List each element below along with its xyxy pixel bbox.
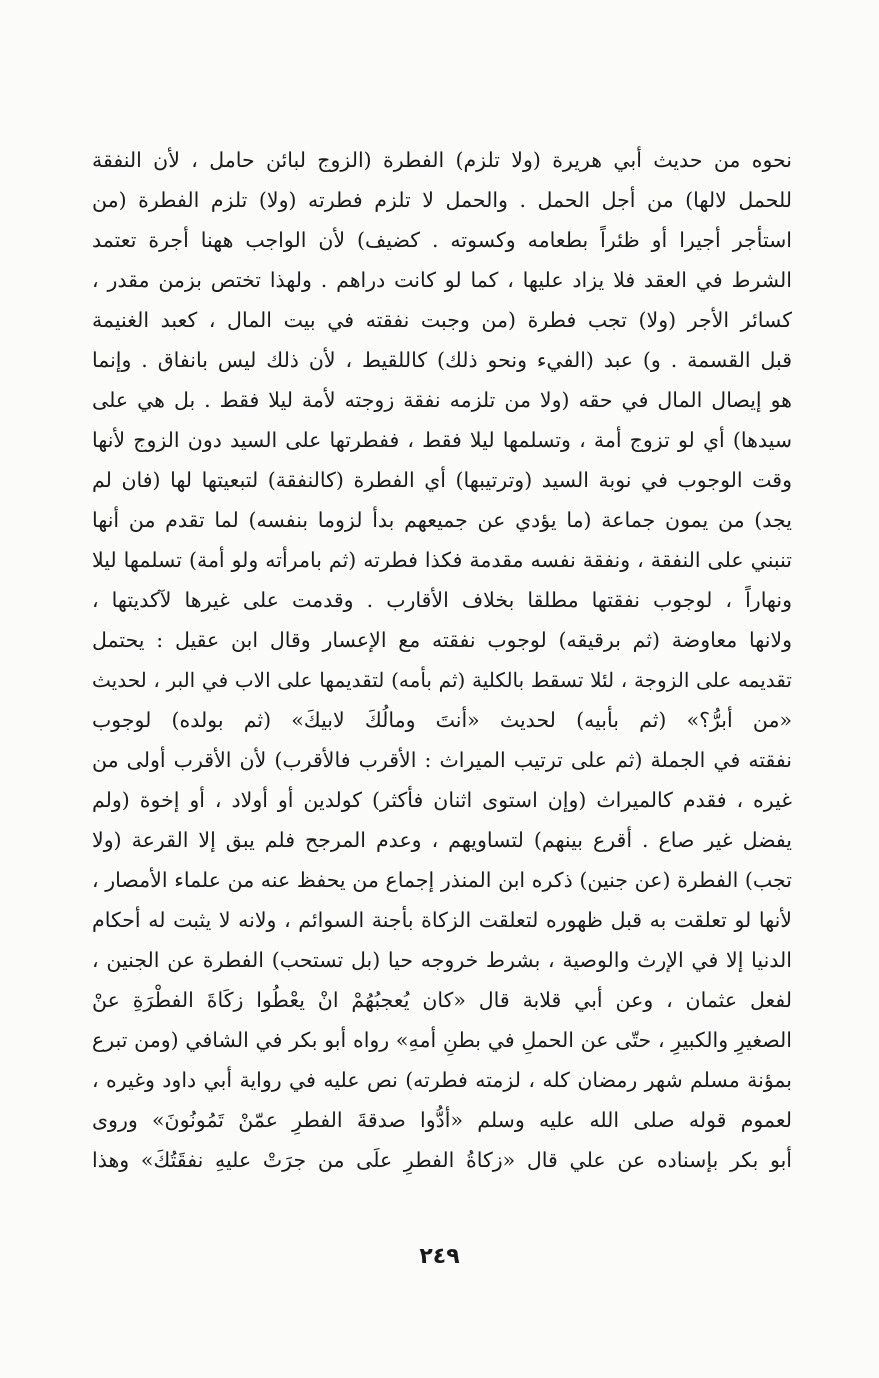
text-line: استأجر أجيرا أو ظئراً بطعامه وكسوته . كضيف) لأن الواجب ههنا أجرة تعتمد [92,228,792,252]
text-line: بمؤنة مسلم شهر رمضان كله ، لزمته فطرته) نص عليه في رواية أبي داود وغيره ، [92,1068,792,1092]
text-line: أبو بكر بإسناده عن علي قال «زكاةُ الفطرِ علَى من جرَتْ عليهِ نفقَتُكَ» وهذا [92,1148,792,1172]
text-line: يفضل غير صاع . أقرع بينهم) لتساويهم ، وعدم المرجح فلم يبق إلا القرعة (ولا [92,828,792,852]
text-line: لفعل عثمان ، وعن أبي قلابة قال «كان يُعجبُهُمْ انْ يعْطُوا زكَاةَ الفطْرَةِ عنْ [92,988,792,1012]
text-line: نحوه من حديث أبي هريرة (ولا تلزم) الفطرة (الزوج لبائن حامل ، لأن النفقة [92,148,792,172]
text-line: تنبني على النفقة ، ونفقة نفسه مقدمة فكذا فطرته (ثم بامرأته ولو أمة) تسلمها ليلا [92,548,792,572]
text-line: الصغيرِ والكبيرِ ، حتّى عن الحملِ في بطنِ أمهِ» رواه أبو بكر في الشافي (ومن تبرع [92,1028,792,1052]
text-line: الشرط في العقد فلا يزاد عليها ، كما لو كانت دراهم . ولهذا تختص بزمن مقدر ، [92,268,792,292]
page-number: ٢٤٩ [419,1244,460,1269]
text-line: «من أبرُّ؟» (ثم بأبيه) لحديث «أنتَ ومالُكَ لابيكَ» (ثم بولده) لوجوب [92,708,792,732]
text-line: هو إيصال المال في حقه (ولا من تلزمه نفقة زوجته لأمة ليلا فقط . بل هي على [92,388,792,412]
text-line: لعموم قوله صلى الله عليه وسلم «أدُّوا صدقةَ الفطرِ عمّنْ تَمُونُونَ» وروى [92,1108,792,1132]
text-line: كسائر الأجر (ولا) تجب فطرة (من وجبت نفقته في بيت المال ، كعبد الغنيمة [92,308,792,332]
text-line: للحمل لالها) من أجل الحمل . والحمل لا تلزم فطرته (ولا) تلزم الفطرة (من [92,188,792,212]
text-line: نفقته في الجملة (ثم على ترتيب الميراث : الأقرب فالأقرب) لأن الأقرب أولى من [92,748,792,772]
text-line: غيره ، فقدم كالميراث (وإن استوى اثنان فأكثر) كولدين أو أولاد ، أو إخوة (ولم [92,788,792,812]
text-line: ولانها معاوضة (ثم برقيقه) لوجوب نفقته مع الإعسار وقال ابن عقيل : يحتمل [92,628,792,652]
text-line: لأنها لو تعلقت به قبل ظهوره لتعلقت الزكاة بأجنة السوائم ، ولانه لا يثبت له أحكام [92,908,792,932]
text-line: الدنيا إلا في الإرث والوصية ، بشرط خروجه حيا (بل تستحب) الفطرة عن الجنين ، [92,948,792,972]
text-line: سيدها) أي لو تزوج أمة ، وتسلمها ليلا فقط ، ففطرتها على السيد دون الزوج لأنها [92,428,792,452]
text-line: تقديمه على الزوجة ، لئلا تسقط بالكلية (ثم بأمه) لتقديمها على الاب في البر ، لحديث [92,668,792,692]
text-line: وقت الوجوب في نوبة السيد (وترتيبها) أي الفطرة (كالنفقة) لتبعيتها لها (فان لم [92,468,792,492]
page-body-text [92,140,792,1180]
text-line: يجد) من يمون جماعة (ما يؤدي عن جميعهم بدأ لزوما بنفسه) لما تقدم من أنها [92,508,792,532]
text-line: ونهاراً ، لوجوب نفقتها مطلقا بخلاف الأقارب . وقدمت على غيرها لآكديتها ، [92,588,792,612]
text-line: تجب) الفطرة (عن جنين) ذكره ابن المنذر إجماع من يحفظ عنه من علماء الأمصار ، [92,868,792,892]
text-line: قبل القسمة . و) عبد (الفيء ونحو ذلك) كاللقيط ، لأن ذلك ليس بانفاق . وإنما [92,348,792,372]
